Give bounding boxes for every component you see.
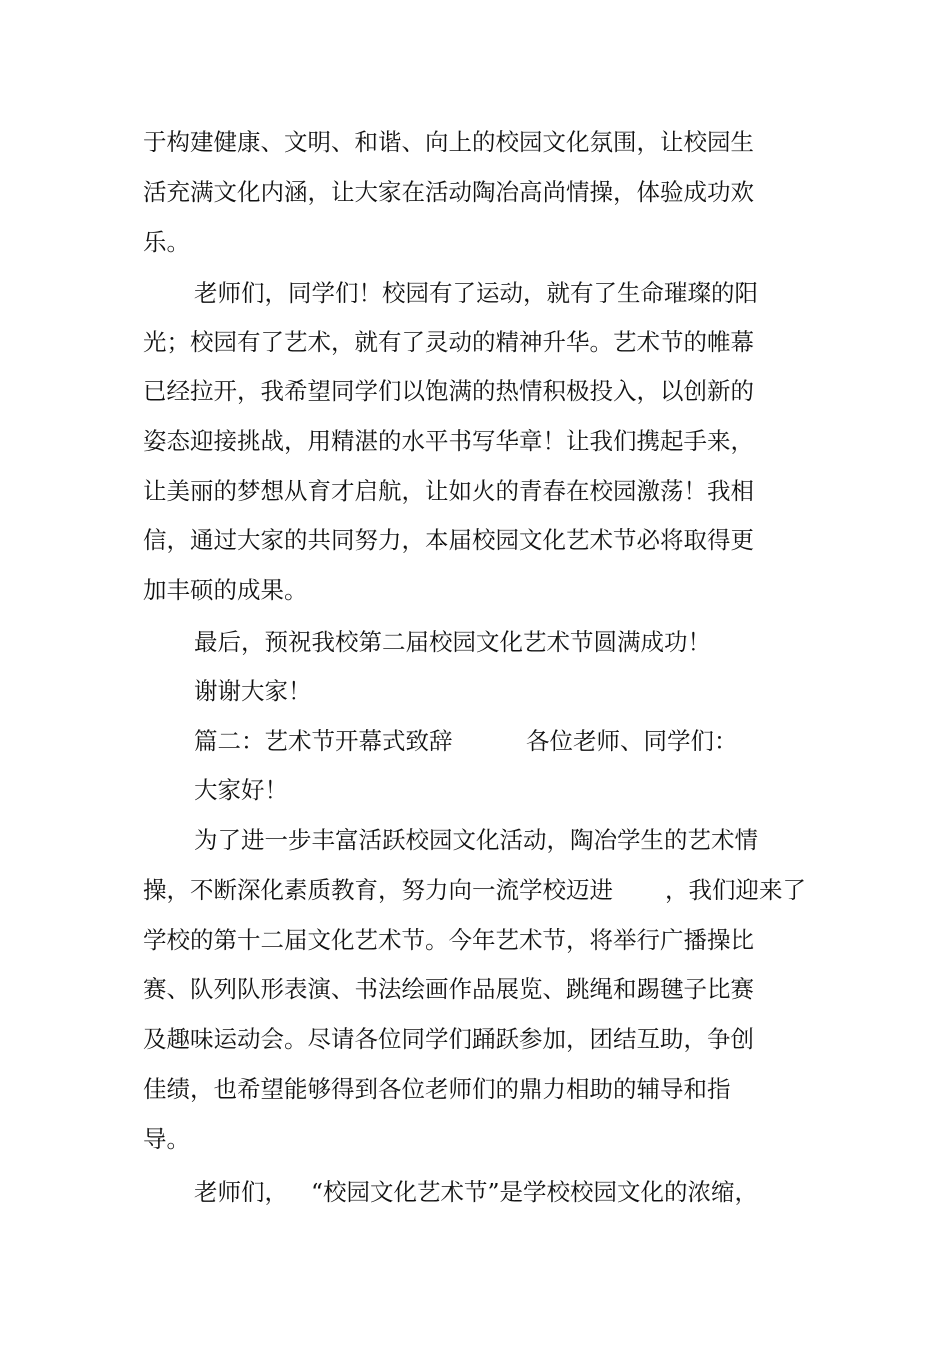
text-line: 于构建健康、文明、和谐、向上的校园文化氛围，让校园生 [143,128,754,156]
text-line: 活充满文化内涵，让大家在活动陶冶高尚情操，体验成功欢 [143,178,754,206]
text-line: 加丰硕的成果。 [143,576,308,604]
text-line: 老师们，同学们！校园有了运动，就有了生命璀璨的阳 [194,279,758,307]
text-line: 信，通过大家的共同努力，本届校园文化艺术节必将取得更 [143,526,754,554]
text-line: 大家好！ [194,776,288,804]
salutation: 各位老师、同学们： [526,727,738,755]
text-line: 姿态迎接挑战，用精湛的水平书写华章！让我们携起手来， [143,427,754,455]
text-line: 学校的第十二届文化艺术节。今年艺术节，将举行广播操比 [143,926,754,954]
text-line: 让美丽的梦想从育才启航，让如火的青春在校园激荡！我相 [143,477,754,505]
text-line: 导。 [143,1125,190,1153]
section-heading: 篇二：艺术节开幕式致辞 [194,727,453,755]
text-line: 为了进一步丰富活跃校园文化活动，陶冶学生的艺术情 [194,826,758,854]
text-line: 光；校园有了艺术，就有了灵动的精神升华。艺术节的帷幕 [143,328,754,356]
text-line: 已经拉开，我希望同学们以饱满的热情积极投入，以创新的 [143,377,754,405]
text-line: 操，不断深化素质教育，努力向一流学校迈进 [143,876,613,904]
text-line: 赛、队列队形表演、书法绘画作品展览、跳绳和踢毽子比赛 [143,975,754,1003]
text-line: 老师们， [194,1178,288,1206]
text-line: 最后，预祝我校第二届校园文化艺术节圆满成功！ [194,628,711,656]
text-line: 及趣味运动会。尽请各位同学们踊跃参加，团结互助，争创 [143,1025,754,1053]
text-line: 谢谢大家！ [194,677,312,705]
text-line-continuation: ，我们迎来了 [665,876,806,904]
text-line-continuation: “校园文化艺术节”是学校校园文化的浓缩， [311,1178,759,1206]
text-line: 佳绩，也希望能够得到各位老师们的鼎力相助的辅导和指 [143,1075,731,1103]
text-line: 乐。 [143,228,190,256]
